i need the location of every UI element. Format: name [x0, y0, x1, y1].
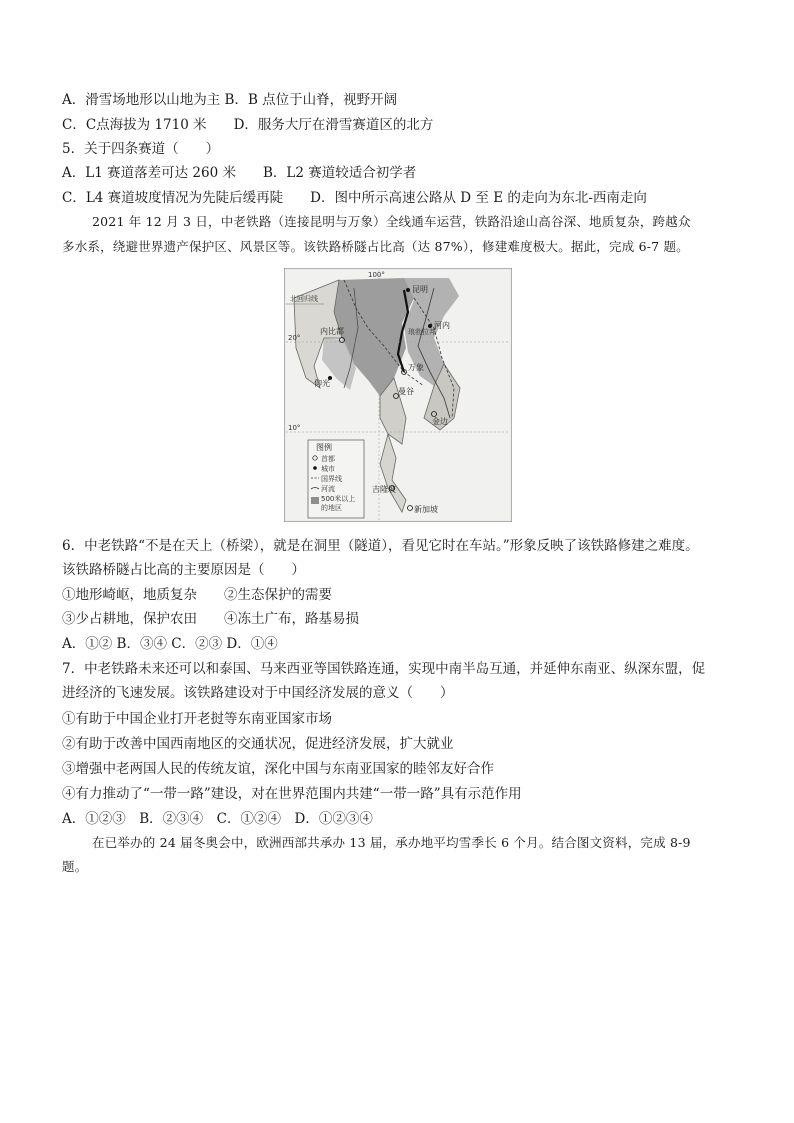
- legend-high2: 的地区: [321, 504, 342, 512]
- passage-67-line2: 多水系，绕避世界遗产保护区、风景区等。该铁路桥隧占比高（达 87%），修建难度极大。据此，完成 6-7 题。: [62, 239, 689, 254]
- city-vientiane: 万象: [408, 363, 424, 372]
- q7-option-1: ①有助于中国企业打开老挝等东南亚国家市场: [62, 711, 332, 727]
- q4-options-ab: A．滑雪场地形以山地为主 B．B 点位于山脊，视野开阔: [62, 92, 398, 108]
- q6-choices: A．①② B．③④ C．②③ D．①④: [62, 636, 278, 652]
- tropic-label: 北回归线: [290, 295, 318, 303]
- passage-89-line1: 在已举办的 24 届冬奥会中，欧洲西部共承办 13 届，承办地平均雪季长 6 个月。结合图文资料，完成 8-9: [92, 835, 691, 850]
- q5-options-ab: A．L1 赛道落差可达 260 米 B．L2 赛道较适合初学者: [62, 165, 417, 181]
- q6-stem-line2: 该铁路桥隧占比高的主要原因是（ ）: [62, 562, 305, 578]
- q7-option-4: ④有力推动了“一带一路”建设，对在世界范围内共建“一带一路”具有示范作用: [62, 786, 522, 802]
- q5-stem: 5．关于四条赛道（ ）: [62, 141, 220, 157]
- legend-city-symbol: [313, 466, 317, 470]
- legend-highland-symbol: [311, 497, 319, 504]
- q7-stem-line1: 7．中老铁路未来还可以和泰国、马来西亚等国铁路连通，实现中南半岛互通，并延伸东南亚、纵深东盟，促: [62, 661, 706, 677]
- legend-high1: 500米以上: [321, 495, 356, 503]
- city-singapore: 新加坡: [414, 505, 438, 514]
- city-kunming: 昆明: [412, 285, 428, 294]
- legend-river: 河流: [321, 485, 335, 493]
- kunming-city-marker: [406, 288, 410, 292]
- lat-20-label: 20°: [288, 334, 301, 342]
- passage-67-line1: 2021 年 12 月 3 日，中老铁路（连接昆明与万象）全线通车运营，铁路沿途山高谷深、地质复杂，跨越众: [92, 214, 691, 229]
- indochina-railway-map: [284, 268, 512, 522]
- q7-option-2: ②有助于改善中国西南地区的交通状况，促进经济发展，扩大就业: [62, 736, 454, 752]
- legend-capital: 首都: [321, 455, 335, 463]
- city-phnompenh: 金边: [432, 417, 448, 426]
- q7-option-3: ③增强中老两国人民的传统友谊，深化中国与东南亚国家的睦邻友好合作: [62, 761, 494, 777]
- passage-89-line2: 题。: [62, 859, 88, 874]
- lat-10-label: 10°: [288, 424, 301, 432]
- legend-city: 城市: [321, 465, 335, 473]
- lon-100-label: 100°: [368, 271, 385, 279]
- q5-options-cd: C．L4 赛道坡度情况为先陡后缓再陡 D．图中所示高速公路从 D 至 E 的走向为东北-西南走向: [62, 190, 647, 206]
- city-yangon: 仰光: [314, 379, 330, 388]
- q6-stem-line1: 6．中老铁路“不是在天上（桥梁），就是在洞里（隧道），看见它时在车站。”形象反映了该铁路修建之难度。: [62, 538, 699, 554]
- q6-options-12: ①地形崎岖，地质复杂 ②生态保护的需要: [62, 587, 332, 603]
- legend-title: 图例: [316, 443, 332, 452]
- city-bangkok: 曼谷: [398, 387, 414, 396]
- city-luangprabang: 琅勃拉邦: [408, 328, 436, 336]
- q6-options-34: ③少占耕地，保护农田 ④冻土广布，路基易损: [62, 611, 359, 627]
- q4-options-cd: C．C点海拔为 1710 米 D．服务大厅在滑雪赛道区的北方: [62, 117, 434, 133]
- legend-border: 国界线: [321, 475, 342, 483]
- q7-choices: A．①②③ B．②③④ C．①②④ D．①②③④: [62, 811, 373, 827]
- city-naypyidaw: 内比都: [320, 327, 344, 336]
- city-kl: 吉隆坡: [372, 485, 396, 494]
- city-hanoi: 河内: [434, 321, 450, 330]
- q7-stem-line2: 进经济的飞速发展。该铁路建设对于中国经济发展的意义（ ）: [62, 685, 454, 701]
